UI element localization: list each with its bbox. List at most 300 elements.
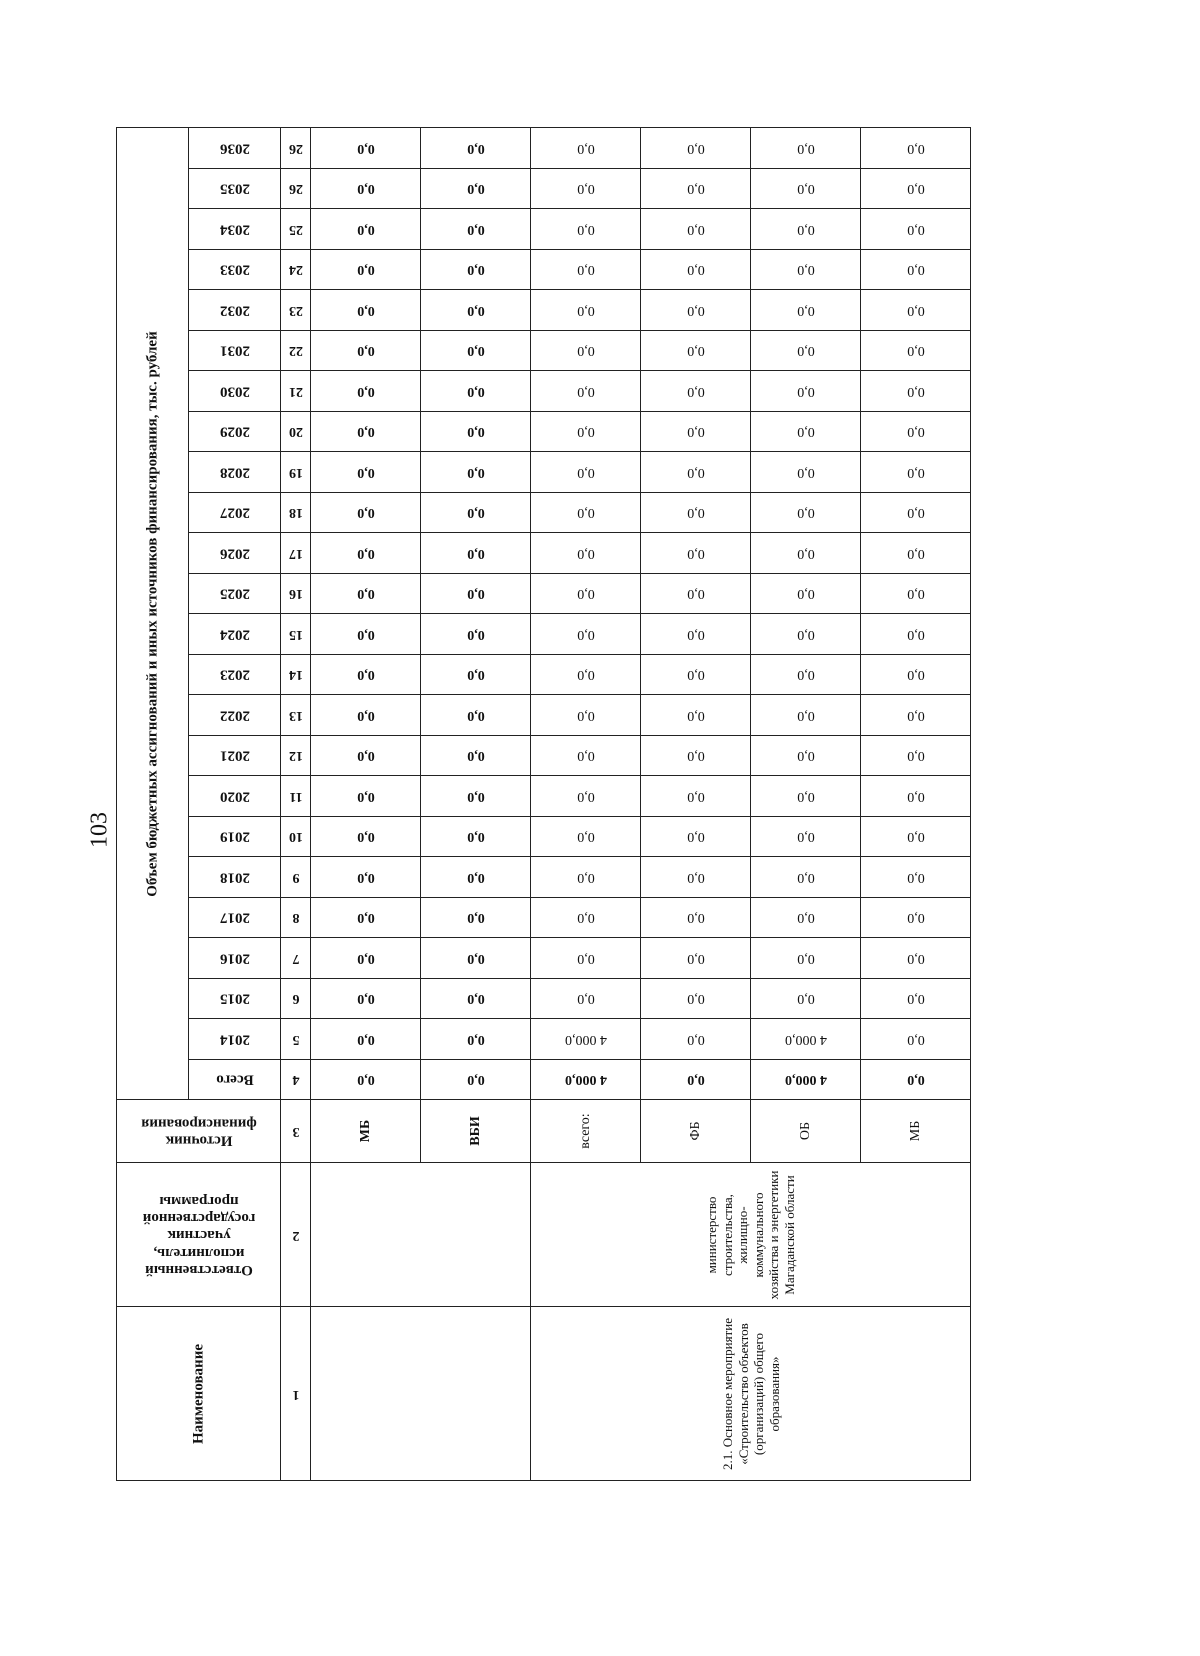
table-cell-value: 0,0 — [576, 505, 595, 521]
column-number — [280, 573, 311, 615]
table-cell-value: 0,0 — [466, 262, 485, 278]
table-cell-value: 0,0 — [576, 910, 595, 926]
header-year — [188, 897, 281, 939]
table-cell — [310, 370, 421, 412]
executor-cell — [530, 1162, 971, 1307]
table-cell-value: 0,0 — [796, 302, 815, 318]
table-cell-value: 0,0 — [576, 667, 595, 683]
table-cell — [640, 451, 751, 493]
table-cell — [310, 694, 421, 736]
table-cell — [530, 978, 641, 1020]
table-cell-value: 0,0 — [686, 748, 705, 764]
table-cell-value: 0,0 — [796, 667, 815, 683]
column-number-label: 5 — [292, 1031, 299, 1047]
table-cell-value: 0,0 — [356, 262, 375, 278]
table-cell — [420, 1059, 531, 1101]
table-cell — [310, 735, 421, 777]
header-year — [188, 289, 281, 331]
table-cell — [420, 168, 531, 210]
table-cell — [530, 816, 641, 858]
table-cell — [860, 492, 971, 534]
column-number — [280, 208, 311, 250]
table-cell — [530, 735, 641, 777]
table-cell — [860, 168, 971, 210]
column-number-label: 4 — [292, 1072, 299, 1088]
table-cell — [640, 370, 751, 412]
source-cell — [530, 1099, 641, 1163]
page-number: 103 — [86, 812, 113, 848]
table-cell-value: 0,0 — [356, 505, 375, 521]
year-label: 2021 — [219, 747, 250, 764]
table-cell — [420, 613, 531, 655]
table-cell — [750, 856, 861, 898]
table-cell — [640, 735, 751, 777]
table-cell — [860, 249, 971, 291]
table-cell-value: 0,0 — [356, 140, 375, 156]
table-cell-value: 0,0 — [356, 950, 375, 966]
table-cell — [530, 897, 641, 939]
year-label: 2028 — [219, 464, 250, 481]
table-cell — [310, 775, 421, 817]
table-cell-value: 0,0 — [576, 343, 595, 359]
table-cell — [420, 249, 531, 291]
table-cell-value: 0,0 — [356, 221, 375, 237]
source-cell — [750, 1099, 861, 1163]
column-number — [280, 127, 311, 169]
header-total — [188, 1059, 281, 1101]
table-cell-value: 0,0 — [906, 302, 925, 318]
table-cell-value: 0,0 — [796, 950, 815, 966]
column-number-label: 11 — [288, 788, 303, 804]
table-cell — [750, 573, 861, 615]
table-cell-value: 0,0 — [906, 788, 925, 804]
year-label: 2017 — [219, 909, 250, 926]
header-year — [188, 370, 281, 412]
column-number-label: 1 — [292, 1386, 299, 1402]
table-cell-value: 0,0 — [796, 545, 815, 561]
table-cell — [750, 735, 861, 777]
table-cell — [860, 370, 971, 412]
table-cell — [310, 330, 421, 372]
table-cell — [420, 654, 531, 696]
table-cell — [750, 978, 861, 1020]
table-cell-value: 0,0 — [466, 1072, 485, 1088]
table-cell-value: 0,0 — [466, 626, 485, 642]
table-cell — [750, 370, 861, 412]
table-cell — [860, 289, 971, 331]
table-cell — [310, 208, 421, 250]
table-cell — [310, 289, 421, 331]
table-cell — [640, 411, 751, 453]
table-cell-value: 0,0 — [796, 626, 815, 642]
table-cell — [420, 573, 531, 615]
table-cell — [420, 816, 531, 858]
table-cell — [750, 937, 861, 979]
table-cell-value: 4 000,0 — [564, 1031, 607, 1047]
table-cell-value: 0,0 — [686, 262, 705, 278]
table-cell — [750, 775, 861, 817]
table-cell — [310, 613, 421, 655]
table-cell-value: 0,0 — [906, 667, 925, 683]
header-year — [188, 816, 281, 858]
table-cell — [860, 775, 971, 817]
table-cell-value: 0,0 — [356, 788, 375, 804]
table-cell-value: 0,0 — [796, 869, 815, 885]
header-total-label: Всего — [215, 1071, 254, 1088]
table-cell-value: 0,0 — [466, 586, 485, 602]
table-cell — [640, 937, 751, 979]
table-cell-value: 0,0 — [796, 343, 815, 359]
table-cell — [750, 168, 861, 210]
table-cell — [530, 1018, 641, 1060]
table-cell — [860, 816, 971, 858]
column-number — [280, 289, 311, 331]
header-year — [188, 573, 281, 615]
table-cell-value: 0,0 — [356, 1031, 375, 1047]
column-number — [280, 937, 311, 979]
header-name — [116, 1306, 281, 1481]
table-cell-value: 0,0 — [466, 829, 485, 845]
source-label: МБ — [357, 1119, 373, 1143]
header-year — [188, 856, 281, 898]
table-cell — [310, 897, 421, 939]
table-cell — [310, 816, 421, 858]
table-cell — [310, 249, 421, 291]
table-cell — [750, 330, 861, 372]
column-number-label: 22 — [288, 343, 303, 359]
table-cell — [420, 856, 531, 898]
table-cell-value: 0,0 — [466, 302, 485, 318]
column-number-label: 7 — [292, 950, 299, 966]
table-cell — [860, 937, 971, 979]
table-cell — [640, 1018, 751, 1060]
year-label: 2022 — [219, 707, 250, 724]
column-number-label: 13 — [288, 707, 303, 723]
table-cell — [750, 654, 861, 696]
year-label: 2032 — [219, 302, 250, 319]
table-cell-value: 0,0 — [686, 869, 705, 885]
year-label: 2018 — [219, 869, 250, 886]
table-cell-value: 0,0 — [356, 302, 375, 318]
table-cell-value: 0,0 — [906, 221, 925, 237]
table-cell — [530, 694, 641, 736]
table-cell — [420, 532, 531, 574]
table-cell-value: 0,0 — [356, 586, 375, 602]
table-cell-value: 0,0 — [686, 829, 705, 845]
table-cell-value: 0,0 — [466, 707, 485, 723]
header-year — [188, 978, 281, 1020]
header-year — [188, 411, 281, 453]
column-number-label: 20 — [288, 424, 303, 440]
year-label: 2029 — [219, 423, 250, 440]
table-cell — [640, 856, 751, 898]
table-cell — [420, 897, 531, 939]
column-number-label: 23 — [288, 302, 303, 318]
column-number — [280, 897, 311, 939]
table-cell-value: 0,0 — [356, 545, 375, 561]
table-cell — [420, 694, 531, 736]
table-cell-value: 0,0 — [356, 707, 375, 723]
table-cell-value: 0,0 — [576, 626, 595, 642]
header-year — [188, 694, 281, 736]
year-label: 2035 — [219, 180, 250, 197]
table-cell — [860, 1059, 971, 1101]
table-cell — [640, 208, 751, 250]
table-cell — [310, 532, 421, 574]
table-cell — [640, 816, 751, 858]
table-cell — [750, 411, 861, 453]
table-cell-value: 0,0 — [466, 748, 485, 764]
table-cell-value: 0,0 — [796, 424, 815, 440]
table-cell — [310, 573, 421, 615]
table-cell — [420, 127, 531, 169]
header-year — [188, 654, 281, 696]
header-name-label: Наименование — [189, 1343, 206, 1444]
table-cell — [530, 208, 641, 250]
table-cell-value: 0,0 — [466, 343, 485, 359]
table-cell-value: 0,0 — [686, 505, 705, 521]
table-cell — [420, 208, 531, 250]
table-cell — [310, 937, 421, 979]
source-label: ФБ — [687, 1121, 703, 1141]
column-number — [280, 1306, 311, 1481]
table-cell-value: 0,0 — [466, 667, 485, 683]
table-cell — [310, 1018, 421, 1060]
table-cell-value: 0,0 — [796, 910, 815, 926]
source-cell — [860, 1099, 971, 1163]
table-cell-value: 0,0 — [356, 667, 375, 683]
year-label: 2031 — [219, 342, 250, 359]
table-cell-value: 0,0 — [906, 910, 925, 926]
column-number — [280, 1018, 311, 1060]
table-cell — [750, 289, 861, 331]
table-cell-value: 0,0 — [686, 950, 705, 966]
header-executor-label: Ответственный исполнитель, участник государственной программы — [142, 1192, 255, 1278]
table-cell-value: 0,0 — [686, 302, 705, 318]
header-year — [188, 208, 281, 250]
table-cell — [530, 127, 641, 169]
table-cell-value: 0,0 — [356, 383, 375, 399]
column-number — [280, 1099, 311, 1163]
table-cell-value: 0,0 — [576, 383, 595, 399]
table-cell-value: 0,0 — [906, 343, 925, 359]
table-cell — [310, 127, 421, 169]
table-cell-value: 0,0 — [796, 383, 815, 399]
column-number — [280, 1059, 311, 1101]
table-cell-value: 0,0 — [686, 991, 705, 1007]
executor-text: министерство строительства, жилищно-коммунального хозяйства и энергетики Магаданской области — [703, 1170, 797, 1299]
table-cell — [530, 451, 641, 493]
activity-name-cell — [530, 1306, 971, 1481]
year-label: 2016 — [219, 950, 250, 967]
column-number — [280, 654, 311, 696]
table-cell-value: 0,0 — [906, 586, 925, 602]
table-cell — [750, 816, 861, 858]
column-number — [280, 168, 311, 210]
table-cell — [750, 897, 861, 939]
column-number-label: 26 — [288, 140, 303, 156]
column-number — [280, 370, 311, 412]
table-cell-value: 0,0 — [686, 140, 705, 156]
year-label: 2030 — [219, 383, 250, 400]
table-cell — [750, 451, 861, 493]
header-year — [188, 127, 281, 169]
source-label: ВБИ — [467, 1116, 483, 1146]
table-cell-value: 0,0 — [576, 262, 595, 278]
table-cell-value: 4 000,0 — [564, 1072, 607, 1088]
table-cell — [640, 654, 751, 696]
table-cell-value: 0,0 — [906, 545, 925, 561]
table-cell — [420, 775, 531, 817]
table-cell — [640, 775, 751, 817]
table-cell-value: 0,0 — [796, 262, 815, 278]
column-number-label: 17 — [288, 545, 303, 561]
table-cell — [860, 573, 971, 615]
table-cell — [640, 249, 751, 291]
activity-name-text: 2.1. Основное мероприятие «Строительство объектов (организаций) общего образования» — [719, 1317, 782, 1470]
year-label: 2026 — [219, 545, 250, 562]
table-cell — [860, 735, 971, 777]
table-cell — [420, 370, 531, 412]
column-number — [280, 613, 311, 655]
table-cell — [860, 897, 971, 939]
column-number-label: 2 — [292, 1227, 299, 1243]
table-cell — [640, 492, 751, 534]
column-number-label: 25 — [288, 221, 303, 237]
table-cell-value: 0,0 — [576, 181, 595, 197]
table-cell-value: 0,0 — [466, 383, 485, 399]
column-number-label: 26 — [288, 181, 303, 197]
table-cell — [530, 775, 641, 817]
table-cell — [750, 694, 861, 736]
table-cell — [640, 613, 751, 655]
table-cell-value: 0,0 — [576, 464, 595, 480]
table-cell-value: 0,0 — [576, 424, 595, 440]
column-number-label: 15 — [288, 626, 303, 642]
table-cell-value: 0,0 — [576, 545, 595, 561]
table-cell — [750, 532, 861, 574]
table-cell — [420, 978, 531, 1020]
table-cell — [860, 856, 971, 898]
table-cell — [750, 492, 861, 534]
table-cell — [420, 330, 531, 372]
table-cell-value: 0,0 — [356, 343, 375, 359]
table-cell-value: 0,0 — [356, 464, 375, 480]
table-cell — [640, 289, 751, 331]
table-cell — [640, 1059, 751, 1101]
table-cell — [640, 897, 751, 939]
table-cell — [420, 411, 531, 453]
column-number — [280, 330, 311, 372]
column-number-label: 14 — [288, 667, 303, 683]
table-cell — [530, 492, 641, 534]
table-cell — [640, 127, 751, 169]
header-year — [188, 492, 281, 534]
table-cell-value: 0,0 — [796, 829, 815, 845]
table-cell — [310, 451, 421, 493]
table-cell — [530, 532, 641, 574]
table-cell — [640, 168, 751, 210]
column-number-label: 21 — [288, 383, 303, 399]
table-cell-value: 0,0 — [906, 464, 925, 480]
table-cell — [530, 289, 641, 331]
header-source-label: Источник финансирования — [140, 1115, 257, 1149]
table-cell-value: 0,0 — [796, 140, 815, 156]
table-cell-value: 0,0 — [466, 505, 485, 521]
year-label: 2034 — [219, 221, 250, 238]
column-number-label: 10 — [288, 829, 303, 845]
table-cell-value: 0,0 — [356, 1072, 375, 1088]
table-cell — [530, 370, 641, 412]
table-cell-value: 0,0 — [686, 707, 705, 723]
table-cell — [310, 411, 421, 453]
table-cell-value: 0,0 — [796, 991, 815, 1007]
column-number-label: 3 — [292, 1124, 299, 1140]
table-cell — [750, 1018, 861, 1060]
table-cell-value: 0,0 — [906, 707, 925, 723]
table-cell-value: 0,0 — [686, 343, 705, 359]
table-cell — [640, 978, 751, 1020]
table-cell-value: 0,0 — [906, 505, 925, 521]
header-year — [188, 735, 281, 777]
table-cell — [750, 127, 861, 169]
header-year — [188, 937, 281, 979]
table-cell-value: 0,0 — [906, 748, 925, 764]
table-cell — [860, 532, 971, 574]
year-label: 2023 — [219, 666, 250, 683]
table-cell — [860, 330, 971, 372]
header-year — [188, 613, 281, 655]
column-number-label: 19 — [288, 464, 303, 480]
table-cell-value: 0,0 — [356, 748, 375, 764]
column-number — [280, 492, 311, 534]
table-cell — [860, 978, 971, 1020]
table-cell — [750, 249, 861, 291]
table-cell — [860, 208, 971, 250]
table-cell-value: 0,0 — [796, 748, 815, 764]
column-number — [280, 451, 311, 493]
table-cell-value: 0,0 — [576, 140, 595, 156]
table-cell — [420, 451, 531, 493]
table-cell-value: 0,0 — [906, 140, 925, 156]
table-cell-value: 0,0 — [576, 221, 595, 237]
table-cell — [530, 654, 641, 696]
table-cell-value: 0,0 — [466, 545, 485, 561]
column-number-label: 9 — [292, 869, 299, 885]
table-cell-value: 0,0 — [356, 626, 375, 642]
source-cell — [310, 1099, 421, 1163]
table-cell-value: 4 000,0 — [784, 1072, 827, 1088]
year-label: 2027 — [219, 504, 250, 521]
table-cell — [530, 937, 641, 979]
table-cell-value: 0,0 — [576, 991, 595, 1007]
table-title — [116, 127, 189, 1100]
table-cell-value: 0,0 — [906, 383, 925, 399]
table-cell-value: 0,0 — [576, 788, 595, 804]
table-cell-value: 0,0 — [466, 140, 485, 156]
table-cell — [640, 330, 751, 372]
table-cell-value: 0,0 — [466, 424, 485, 440]
table-cell-value: 0,0 — [906, 181, 925, 197]
source-cell — [420, 1099, 531, 1163]
table-cell — [310, 168, 421, 210]
table-cell-value: 0,0 — [356, 991, 375, 1007]
table-cell-value: 0,0 — [906, 1031, 925, 1047]
table-cell — [420, 492, 531, 534]
table-cell-value: 0,0 — [906, 869, 925, 885]
table-cell — [640, 694, 751, 736]
table-cell-value: 0,0 — [466, 910, 485, 926]
